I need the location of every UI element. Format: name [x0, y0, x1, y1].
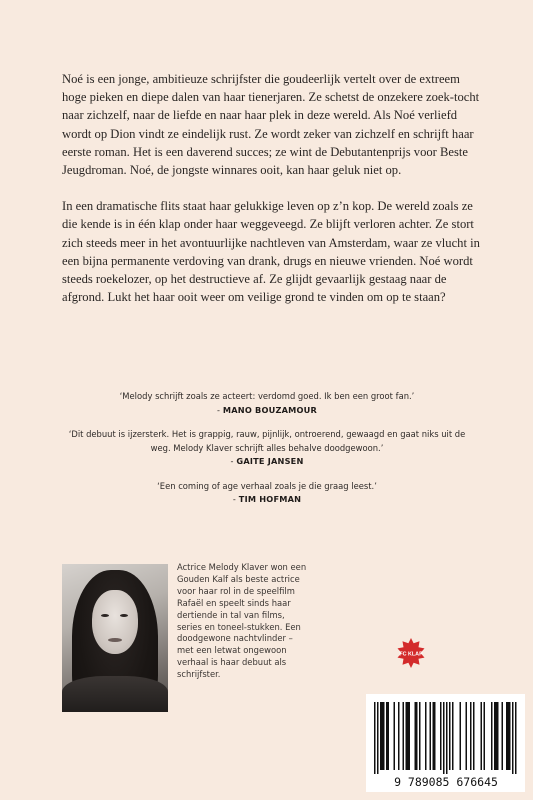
barcode-digits: 9 789085 676645 [394, 775, 498, 789]
barcode-bar [383, 702, 385, 770]
barcode-bar [434, 702, 436, 770]
barcode-bar [430, 702, 432, 770]
barcode-bar [484, 702, 486, 770]
barcode-bar [394, 702, 396, 770]
barcode-bar [497, 702, 499, 770]
quote-text: ‘Een coming of age verhaal zoals je die graag leest.’ [157, 480, 377, 491]
publisher-logo-text: FC KLAP [399, 651, 423, 658]
review-quote [62, 480, 472, 507]
barcode-bar [374, 702, 376, 774]
author-bio: Actrice Melody Klaver won een Gouden Kalf als beste actrice voor haar rol in de speelfilm Rafaël en speelt sinds haar dertiende in tal van films, series en toneel-stukken. Een doodgewone nachtvlinder – met een letwat ongewoon verhaal is haar debuut als schrijfster. [177, 562, 307, 680]
barcode-bar [508, 702, 510, 770]
quote-text: ‘Melody schrijft zoals ze acteert: verdomd goed. Ik ben een groot fan.’ [119, 391, 415, 401]
barcode-bar [419, 702, 421, 770]
author-photo-eye [101, 614, 109, 617]
barcode-bar [388, 702, 390, 770]
barcode-bar [380, 702, 382, 770]
barcode-bar [433, 702, 435, 770]
barcode-bar [425, 702, 427, 770]
barcode-bar [415, 702, 417, 770]
blurb-paragraph-2: In een dramatische flits staat haar gelukkige leven op z’n kop. De wereld zoals ze die kende is in één klap onder haar weggeveegd. Ze blijft verloren achter. Ze stort zich steeds meer in het avontuurlijke nachtleven van Amsterdam, waar ze vlucht in een bijna permanente verdoving van drank, drugs en nieuwe vrienden. Noé wordt steeds roekelozer, op het destructieve af. Ze glijdt gevaarlijk gestaag naar de afgrond. Lukt het haar ooit weer om veilige grond te vinden om op te staan? [62, 199, 480, 305]
back-cover-blurb [62, 70, 482, 306]
author-photo-shoulders [62, 676, 168, 712]
author-photo-face [92, 590, 138, 654]
barcode-bar [416, 702, 418, 770]
quote-author-name: GAITE JANSEN [236, 456, 304, 466]
barcode-bar [446, 702, 448, 774]
quote-author-name: TIM HOFMAN [238, 494, 302, 504]
barcode-bar [398, 702, 400, 770]
barcode-bar [470, 702, 472, 770]
author-photo-lips [108, 638, 122, 642]
barcode-bar [509, 702, 511, 770]
author-photo-eye [120, 614, 128, 617]
publisher-logo [396, 638, 426, 668]
review-quote [62, 390, 472, 417]
blurb-paragraph-1: Noé is een jonge, ambitieuze schrijfster die goudeerlijk vertelt over de extreem hoge pieken en diepe dalen van haar tienerjaren. Ze schetst de onzekere zoek-tocht naar zichzelf, naar de liefde en naar haar plek in deze wereld. Als Noé verliefd wordt op Dion vindt ze eindelijk rust. Ze wordt zeker van zichzelf en schrijft haar eerste roman. Het is een daverend succes; ze wint de Debutantenprijs voor Beste Jeugdroman. Noé, de jongste winnares ooit, kan haar geluk niet op. [62, 72, 480, 178]
quote-author [62, 404, 472, 418]
barcode-bar [406, 702, 408, 770]
quote-author-prefix: - [230, 456, 237, 466]
barcode-bar [481, 702, 483, 770]
barcode-bar [452, 702, 454, 770]
barcode-bar [407, 702, 409, 770]
quote-text: ‘Dit debuut is ijzersterk. Het is grappig, rauw, pijnlijk, ontroerend, gewaagd en gaat niks uit de weg. Melody Klaver schrijft alles behalve doodgewoon.’ [68, 429, 466, 453]
review-quote [62, 428, 472, 469]
barcode-bar [506, 702, 508, 770]
barcode-bar [386, 702, 388, 770]
author-photo [62, 564, 168, 712]
barcode-bar [449, 702, 451, 770]
barcode-bar [515, 702, 517, 774]
barcode-bar [494, 702, 496, 770]
barcode-bar [512, 702, 514, 774]
quote-author-prefix: - [216, 404, 223, 415]
review-quotes [62, 390, 472, 518]
barcode-bar [496, 702, 498, 770]
barcode-graphic [366, 694, 525, 792]
barcode-bar [382, 702, 384, 770]
barcode-bar [502, 702, 504, 770]
quote-author-prefix: - [232, 494, 239, 504]
barcode-bar [403, 702, 405, 770]
barcode-bar [473, 702, 475, 770]
quote-author [62, 455, 472, 469]
barcode-bar [409, 702, 411, 770]
barcode-bar [491, 702, 493, 770]
barcode-bar [443, 702, 445, 774]
quote-author-name: MANO BOUZAMOUR [222, 404, 318, 415]
barcode-bar [466, 702, 468, 770]
quote-author [62, 493, 472, 507]
isbn-barcode [366, 694, 525, 792]
barcode-bar [460, 702, 462, 770]
barcode-bar [440, 702, 442, 770]
barcode-bar [377, 702, 379, 774]
